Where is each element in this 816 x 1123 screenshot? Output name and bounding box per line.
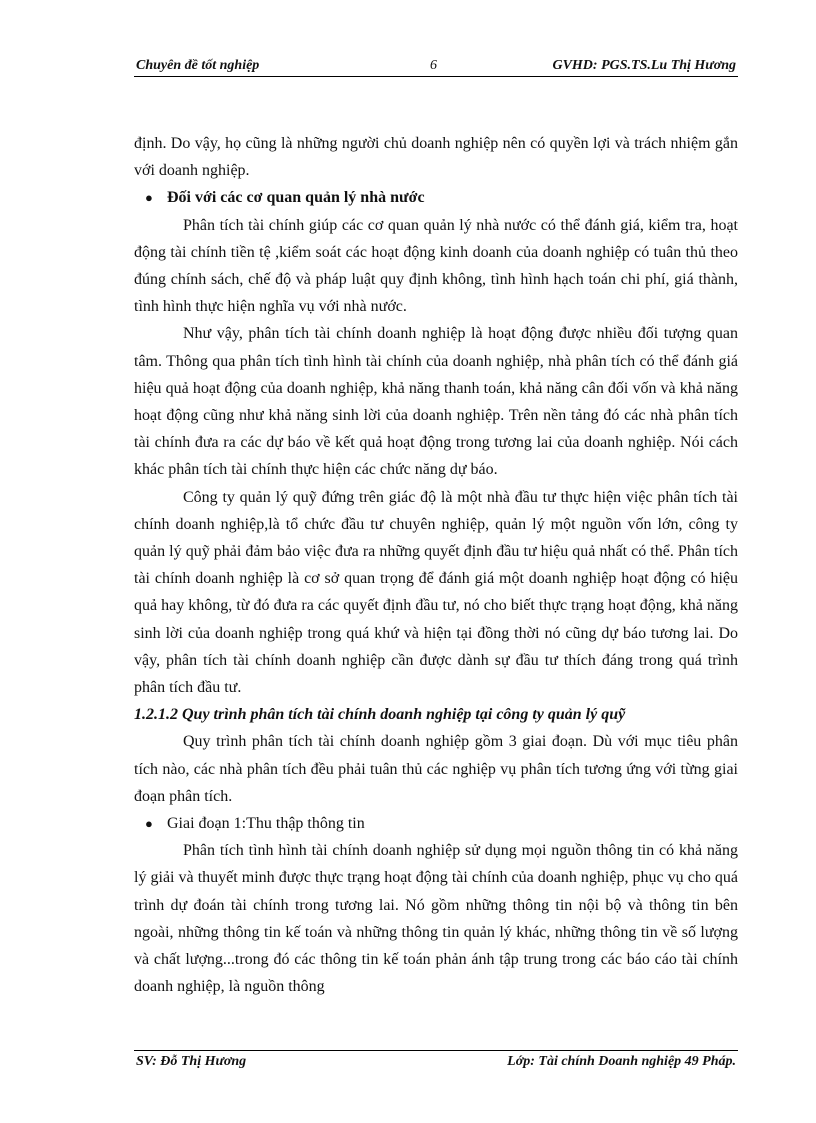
section-heading: 1.2.1.2 Quy trình phân tích tài chính doanh nghiệp tại công ty quản lý quỹ: [134, 706, 626, 724]
paragraph-6: Phân tích tình hình tài chính doanh nghiệp sử dụng mọi nguồn thông tin có khả năng lý giải và thuyết minh được thực trạng hoạt động tài chính của doanh nghiệp, phục vụ cho quá trình dự đoán tài chính trong tương lai. Nó gồm những thông tin nội bộ và thông tin bên ngoài, những thông tin kế toán và những thông tin quản lý khác, những thông tin về số lượng và chất lượng...trong đó các thông tin kế toán phản ánh tập trung trong các báo cáo tài chính doanh nghiệp, là nguồn thông: [134, 842, 738, 996]
bullet-text: Giai đoạn 1:Thu thập thông tin: [167, 815, 365, 833]
bullet-icon: ●: [145, 190, 153, 206]
paragraph-3: Như vậy, phân tích tài chính doanh nghiệp là hoạt động được nhiều đối tượng quan tâm. Thông qua phân tích tình hình tài chính của doanh nghiệp, nhà phân tích có thể đánh giá hiệu quả hoạt động của doanh nghiệp, khả năng thanh toán, khả năng cân đối vốn và khả năng hoạt động cũng như khả năng sinh lời của doanh nghiệp. Trên nền tảng đó các nhà phân tích tài chính đưa ra các dự báo về kết quả hoạt động trong tương lai của doanh nghiệp. Nói cách khác phân tích tài chính thực hiện các chức năng dự báo.: [134, 325, 738, 479]
header-title: Chuyên đề tốt nghiệp: [136, 58, 260, 73]
paragraph-5: Quy trình phân tích tài chính doanh nghiệp gồm 3 giai đoạn. Dù với mục tiêu phân tích nào, các nhà phân tích đều phải tuân thủ các nghiệp vụ phân tích tương ứng với từng giai đoạn phân tích.: [134, 733, 738, 805]
page-number: 6: [430, 58, 437, 73]
footer-class: Lớp: Tài chính Doanh nghiệp 49 Pháp.: [507, 1054, 736, 1069]
header-supervisor: GVHD: PGS.TS.Lu Thị Hương: [552, 58, 736, 73]
bullet-state-agencies: [134, 184, 738, 211]
bullet-stage-1: [134, 810, 738, 837]
paragraph-1: định. Do vậy, họ cũng là những người chủ doanh nghiệp nên có quyền lợi và trách nhiệm gắn với doanh nghiệp.: [134, 135, 738, 180]
bullet-icon: ●: [145, 816, 153, 832]
document-body: [134, 130, 738, 1001]
paragraph-4: Công ty quản lý quỹ đứng trên giác độ là một nhà đầu tư thực hiện việc phân tích tài chính doanh nghiệp,là tổ chức đầu tư chuyên nghiệp, quản lý một nguồn vốn lớn, công ty quản lý quỹ phải đảm bảo việc đưa ra những quyết định đầu tư hiệu quả nhất có thể. Phân tích tài chính doanh nghiệp là cơ sở quan trọng để đánh giá một doanh nghiệp hoạt động có hiệu quả hay không, từ đó đưa ra các quyết định đầu tư, nó cho biết thực trạng hoạt động, khả năng sinh lời của doanh nghiệp trong quá khứ và hiện tại đồng thời nó cũng dự báo tương lai. Do vậy, phân tích tài chính doanh nghiệp cần được dành sự đầu tư thích đáng trong quá trình phân tích đầu tư.: [134, 488, 738, 697]
footer-student: SV: Đỗ Thị Hương: [136, 1054, 247, 1069]
paragraph-2: Phân tích tài chính giúp các cơ quan quản lý nhà nước có thể đánh giá, kiểm tra, hoạt động tài chính tiền tệ ,kiểm soát các hoạt động kinh doanh của doanh nghiệp có tuân thủ theo đúng chính sách, chế độ và pháp luật quy định không, tình hình hạch toán chi phí, giá thành, tình hình thực hiện nghĩa vụ với nhà nước.: [134, 216, 738, 316]
bullet-text: Đối với các cơ quan quản lý nhà nước: [167, 189, 425, 207]
page-header: [134, 56, 738, 77]
page-footer: [134, 1050, 738, 1073]
